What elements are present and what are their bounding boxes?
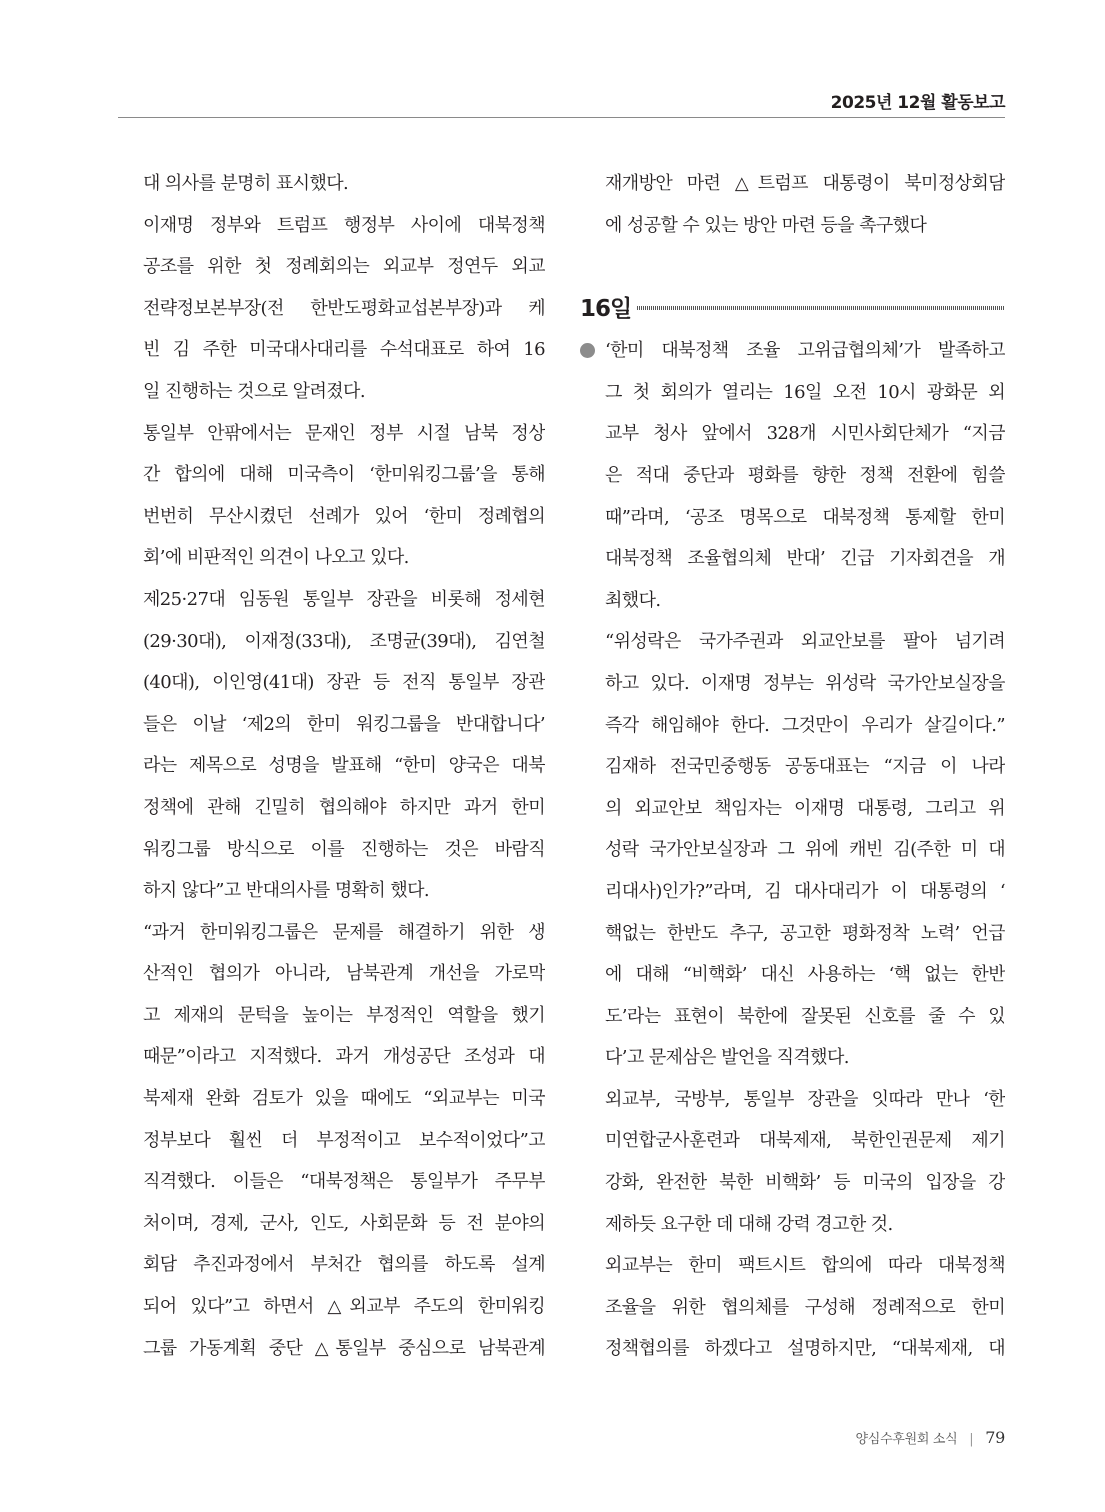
text-line: 리대사)인가?”라며, 김 대사대리가 이 대통령의 ‘	[605, 880, 1005, 902]
text-line: 산적인 협의가 아니라, 남북관계 개선을 가로막	[143, 963, 545, 985]
text-line: 강화, 완전한 북한 비핵화’ 등 미국의 입장을 강	[605, 1172, 1005, 1194]
text-line: 대북정책 조율협의체 반대’ 긴급 기자회견을 개	[605, 548, 1005, 570]
text-line: 제25·27대 임동원 통일부 장관을 비롯해 정세현	[143, 588, 545, 610]
header-divider	[118, 117, 1005, 118]
text-line: 일 진행하는 것으로 알려졌다.	[143, 380, 365, 402]
text-line: 다’고 문제삼은 발언을 직격했다.	[605, 1047, 849, 1069]
right-column	[580, 163, 1005, 1370]
bullet-circle-icon	[580, 343, 595, 358]
text-line: 들은 이날 ‘제2의 한미 워킹그룹을 반대합니다’	[143, 713, 545, 735]
text-line: 즉각 해임해야 한다. 그것만이 우리가 살길이다.”	[605, 714, 1005, 736]
text-line: 핵없는 한반도 추구, 공고한 평화정착 노력’ 언급	[605, 922, 1005, 944]
text-line: 이재명 정부와 트럼프 행정부 사이에 대북정책	[143, 214, 545, 236]
text-line: 처이며, 경제, 군사, 인도, 사회문화 등 전 분야의	[143, 1212, 545, 1234]
text-line: 번번히 무산시켰던 선례가 있어 ‘한미 정례협의	[143, 505, 545, 527]
text-line: 성락 국가안보실장과 그 위에 캐빈 김(주한 미 대	[605, 839, 1005, 861]
text-line: 제하듯 요구한 데 대해 강력 경고한 것.	[605, 1213, 893, 1235]
publication-name: 양심수후원회 소식	[855, 1432, 958, 1447]
text-line: 때”라며, ‘공조 명목으로 대북정책 통제할 한미	[605, 506, 1005, 528]
text-line: 교부 청사 앞에서 328개 시민사회단체가 “지금	[605, 423, 1005, 445]
text-line: (29·30대), 이재정(33대), 조명균(39대), 김연철	[143, 630, 545, 652]
text-line: 그 첫 회의가 열리는 16일 오전 10시 광화문 외	[605, 381, 1005, 403]
text-line: “위성락은 국가주권과 외교안보를 팔아 넘기려	[605, 631, 1005, 653]
text-line: 에 대해 “비핵화’ 대신 사용하는 ‘핵 없는 한반	[605, 964, 1005, 986]
text-line: 회담 추진과정에서 부처간 협의를 하도록 설계	[143, 1254, 545, 1276]
text-line: 때문”이라고 지적했다. 과거 개성공단 조성과 대	[143, 1046, 545, 1068]
section-date: 16일	[580, 295, 632, 322]
text-line: 그룹 가동계획 중단 △통일부 중심으로 남북관계	[143, 1337, 545, 1359]
text-line: 워킹그룹 방식으로 이를 진행하는 것은 바람직	[143, 838, 545, 860]
text-line: 에 성공할 수 있는 방안 마련 등을 촉구했다	[605, 214, 927, 236]
text-line: 라는 제목으로 성명을 발표해 “한미 양국은 대북	[143, 755, 545, 777]
text-line: 의 외교안보 책임자는 이재명 대통령, 그리고 위	[605, 797, 1005, 819]
text-line: 정책에 관해 긴밀히 협의해야 하지만 과거 한미	[143, 796, 545, 818]
text-line: 고 제재의 문턱을 높이는 부정적인 역할을 했기	[143, 1004, 545, 1026]
page-footer	[856, 1428, 1005, 1447]
text-line: 하고 있다. 이재명 정부는 위성락 국가안보실장을	[605, 672, 1005, 694]
text-line: 하지 않다”고 반대의사를 명확히 했다.	[143, 880, 430, 902]
text-line: 통일부 안팎에서는 문재인 정부 시절 남북 정상	[143, 422, 545, 444]
running-header-title: 2025년 12월 활동보고	[830, 93, 1005, 113]
text-line: 정부보다 훨씬 더 부정적이고 보수적이었다”고	[143, 1129, 545, 1151]
section-dotted-rule	[637, 306, 1005, 310]
text-line: 은 적대 중단과 평화를 향한 정책 전환에 힘쓸	[605, 464, 1005, 486]
bullet-item	[580, 330, 1005, 372]
text-line: 재개방안 마련 △트럼프 대통령이 북미정상회담	[605, 173, 1005, 194]
text-line: 최했다.	[605, 589, 661, 611]
text-line: 전략정보본부장(전 한반도평화교섭본부장)과 케	[143, 297, 545, 319]
section-heading	[580, 286, 1005, 326]
text-line: 되어 있다”고 하면서 △외교부 주도의 한미워킹	[143, 1296, 545, 1318]
text-line: “과거 한미워킹그룹은 문제를 해결하기 위한 생	[143, 921, 545, 943]
text-line: 직격했다. 이들은 “대북정책은 통일부가 주무부	[143, 1171, 545, 1193]
text-line: 도’라는 표현이 북한에 잘못된 신호를 줄 수 있	[605, 1005, 1005, 1027]
page-number: 79	[985, 1428, 1005, 1447]
text-line: 회’에 비판적인 의견이 나오고 있다.	[143, 547, 409, 569]
text-line: 간 합의에 대해 미국측이 ‘한미워킹그룹’을 통해	[143, 464, 545, 486]
text-line: 김재하 전국민중행동 공동대표는 “지금 이 나라	[605, 756, 1005, 778]
text-line: ‘한미 대북정책 조율 고위급협의체’가 발족하고	[605, 340, 1005, 362]
footer-separator: |	[969, 1432, 974, 1447]
text-line: 빈 김 주한 미국대사대리를 수석대표로 하여 16	[143, 339, 545, 361]
text-line: 외교부는 한미 팩트시트 합의에 따라 대북정책	[605, 1255, 1005, 1277]
left-column	[143, 163, 545, 1369]
text-line: 미연합군사훈련과 대북제재, 북한인권문제 제기	[605, 1130, 1005, 1152]
text-line: 북제재 완화 검토가 있을 때에도 “외교부는 미국	[143, 1088, 545, 1110]
text-line: 정책협의를 하겠다고 설명하지만, “대북제재, 대	[605, 1338, 1005, 1360]
text-line: 대 의사를 분명히 표시했다.	[143, 173, 349, 194]
text-line: 외교부, 국방부, 통일부 장관을 잇따라 만나 ‘한	[605, 1088, 1005, 1110]
text-line: 조율을 위한 협의체를 구성해 정례적으로 한미	[605, 1296, 1005, 1318]
text-line: 공조를 위한 첫 정례회의는 외교부 정연두 외교	[143, 256, 545, 278]
text-line: (40대), 이인영(41대) 장관 등 전직 통일부 장관	[143, 672, 545, 694]
